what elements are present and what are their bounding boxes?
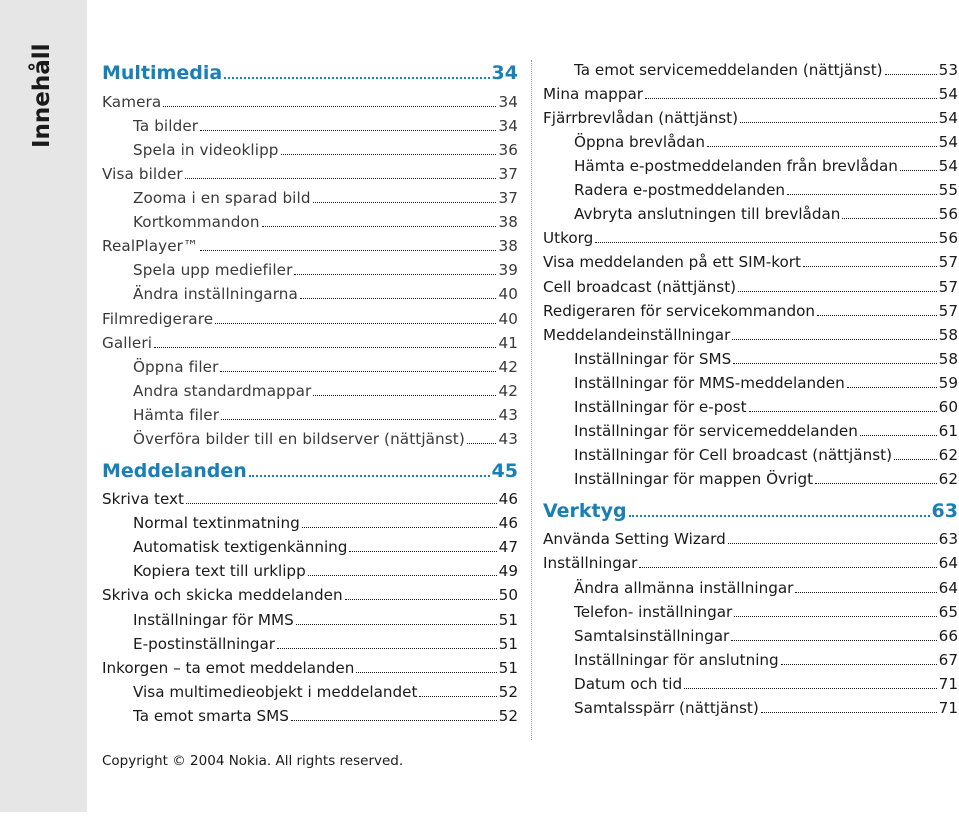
toc-entry[interactable]: [543, 530, 958, 554]
toc-entry[interactable]: [102, 261, 518, 285]
toc-entry-title: Inställningar för Cell broadcast (nättjänst): [574, 446, 892, 465]
toc-dot-leader: [262, 212, 497, 227]
toc-entry-title: Överföra bilder till en bildserver (nättjänst): [133, 429, 465, 448]
toc-dot-leader: [200, 116, 496, 131]
toc-dot-leader: [221, 405, 496, 420]
toc-dot-leader: [294, 261, 496, 276]
toc-dot-leader: [781, 650, 937, 665]
toc-page-number: 42: [498, 381, 518, 400]
toc-dot-leader: [894, 446, 937, 461]
toc-dot-leader: [900, 156, 937, 171]
toc-dot-leader: [795, 578, 936, 593]
toc-entry[interactable]: [543, 674, 958, 698]
toc-dot-leader: [302, 514, 497, 529]
toc-dot-leader: [761, 698, 937, 713]
toc-entry[interactable]: [543, 60, 958, 84]
toc-entry[interactable]: [543, 397, 958, 421]
toc-page-number: 52: [498, 706, 518, 725]
toc-entry-title: Kopiera text till urklipp: [133, 562, 306, 581]
toc-entry[interactable]: [543, 180, 958, 204]
toc-entry[interactable]: [102, 212, 518, 236]
toc-dot-leader: [733, 349, 936, 364]
toc-entry-title: Skriva text: [102, 490, 184, 509]
toc-entry[interactable]: [102, 429, 518, 453]
side-tab: [0, 0, 87, 812]
toc-dot-leader: [345, 586, 497, 601]
toc-dot-leader: [639, 554, 936, 569]
toc-entry[interactable]: [102, 586, 518, 610]
toc-dot-leader: [291, 706, 497, 721]
toc-page-number: 34: [498, 92, 518, 111]
toc-page-number: 38: [498, 213, 518, 232]
toc-page-number: 43: [498, 429, 518, 448]
toc-dot-leader: [707, 132, 937, 147]
toc-page-number: 46: [498, 514, 518, 533]
toc-dot-leader: [467, 429, 497, 444]
toc-entry-title: Visa meddelanden på ett SIM-kort: [543, 253, 801, 272]
toc-page-number: 52: [498, 682, 518, 701]
toc-entry[interactable]: [543, 446, 958, 470]
toc-entry[interactable]: [543, 698, 958, 722]
toc-page-number: 63: [931, 499, 958, 522]
toc-entry-title: Inställningar för MMS-meddelanden: [574, 373, 845, 392]
toc-entry-title: Multimedia: [102, 62, 223, 85]
toc-entry-title: Mina mappar: [543, 84, 644, 103]
toc-entry-title: Ändra allmänna inställningar: [574, 578, 794, 597]
toc-page-number: 71: [938, 674, 958, 693]
toc-right-column: [543, 60, 958, 722]
toc-entry[interactable]: [102, 333, 518, 357]
toc-entry-title: Inställningar för servicemeddelanden: [574, 422, 858, 441]
toc-entry[interactable]: [102, 405, 518, 429]
toc-entry-title: Filmredigerare: [102, 309, 214, 328]
toc-entry-title: Inställningar för e-post: [574, 397, 747, 416]
toc-entry[interactable]: [102, 285, 518, 309]
toc-entry[interactable]: [102, 237, 518, 261]
toc-page-number: 36: [498, 140, 518, 159]
toc-page-number: 54: [938, 157, 958, 176]
toc-dot-leader: [296, 610, 497, 625]
toc-section-heading[interactable]: [543, 498, 958, 530]
toc-dot-leader: [817, 301, 937, 316]
toc-entry-title: RealPlayer™: [102, 237, 199, 256]
toc-entry-title: Redigeraren för servicekommandon: [543, 301, 816, 320]
toc-page-number: 56: [938, 229, 958, 248]
toc-entry[interactable]: [543, 325, 958, 349]
toc-entry[interactable]: [102, 634, 518, 658]
toc-page-number: 56: [938, 205, 958, 224]
toc-page-number: 64: [938, 578, 958, 597]
toc-page-number: 40: [498, 285, 518, 304]
toc-dot-leader: [185, 164, 497, 179]
toc-page-number: 54: [938, 84, 958, 103]
toc-dot-leader: [154, 333, 496, 348]
toc-left-column: [102, 60, 518, 730]
toc-dot-leader: [419, 682, 496, 697]
toc-entry[interactable]: [102, 188, 518, 212]
toc-page-number: 45: [491, 459, 518, 482]
toc-page-number: 59: [938, 373, 958, 392]
toc-entry-title: Meddelanden: [102, 459, 247, 482]
toc-dot-leader: [728, 530, 937, 545]
toc-entry[interactable]: [102, 381, 518, 405]
toc-page-number: 58: [938, 349, 958, 368]
toc-entry-title: Visa multimedieobjekt i meddelandet: [133, 682, 418, 701]
toc-page-number: 41: [498, 333, 518, 352]
column-divider: [531, 60, 532, 740]
toc-entry[interactable]: [543, 277, 958, 301]
toc-entry-title: Inställningar för MMS: [133, 610, 294, 629]
toc-entry-title: Galleri: [102, 333, 153, 352]
toc-page-number: 67: [938, 650, 958, 669]
toc-entry[interactable]: [543, 84, 958, 108]
toc-entry-title: Använda Setting Wizard: [543, 530, 726, 549]
toc-entry-title: Telefon- inställningar: [574, 602, 733, 621]
toc-dot-leader: [277, 634, 497, 649]
toc-page-number: 50: [498, 586, 518, 605]
toc-page-number: 39: [498, 261, 518, 280]
toc-entry-title: Radera e-postmeddelanden: [574, 181, 786, 200]
toc-page-number: 37: [498, 189, 518, 208]
toc-entry-title: Inkorgen – ta emot meddelanden: [102, 658, 355, 677]
toc-page-number: 54: [938, 132, 958, 151]
toc-dot-leader: [281, 140, 497, 155]
toc-dot-leader: [740, 108, 937, 123]
toc-dot-leader: [842, 205, 936, 220]
toc-entry-title: Skriva och skicka meddelanden: [102, 586, 343, 605]
toc-entry-title: Fjärrbrevlådan (nättjänst): [543, 108, 739, 127]
toc-dot-leader: [815, 470, 937, 485]
copyright-footer: Copyright © 2004 Nokia. All rights reserved.: [102, 753, 404, 769]
toc-entry[interactable]: [102, 489, 518, 513]
toc-entry-title: Hämta filer: [133, 405, 220, 424]
toc-entry-title: Normal textinmatning: [133, 514, 300, 533]
toc-dot-leader: [356, 658, 496, 673]
toc-entry[interactable]: [102, 514, 518, 538]
toc-entry[interactable]: [543, 373, 958, 397]
toc-entry[interactable]: [102, 682, 518, 706]
toc-dot-leader: [595, 229, 936, 244]
toc-dot-leader: [163, 92, 496, 107]
toc-page-number: 71: [938, 699, 958, 718]
toc-entry-title: Andra standardmappar: [133, 381, 312, 400]
toc-entry-title: Inställningar för anslutning: [574, 650, 779, 669]
toc-entry-title: Inställningar för mappen Övrigt: [574, 470, 814, 489]
toc-entry-title: Inställningar för SMS: [574, 349, 732, 368]
toc-dot-leader: [803, 253, 937, 268]
toc-dot-leader: [629, 498, 930, 517]
toc-entry[interactable]: [543, 349, 958, 373]
toc-entry-title: Kortkommandon: [133, 213, 260, 232]
toc-entry[interactable]: [102, 164, 518, 188]
toc-dot-leader: [220, 357, 496, 372]
toc-page-number: 62: [938, 446, 958, 465]
toc-entry[interactable]: [102, 309, 518, 333]
toc-page-number: 34: [491, 62, 518, 85]
toc-page-number: 34: [498, 116, 518, 135]
toc-entry-title: Verktyg: [543, 499, 627, 522]
toc-dot-leader: [738, 277, 937, 292]
toc-entry[interactable]: [543, 602, 958, 626]
toc-entry-title: Avbryta anslutningen till brevlådan: [574, 205, 841, 224]
toc-dot-leader: [313, 381, 496, 396]
toc-page-number: 57: [938, 277, 958, 296]
toc-page-number: 51: [498, 634, 518, 653]
toc-page-number: 43: [498, 405, 518, 424]
toc-page-number: 47: [498, 538, 518, 557]
toc-page-number: 46: [498, 490, 518, 509]
toc-entry-title: Ta emot servicemeddelanden (nättjänst): [574, 60, 883, 79]
toc-entry-title: Utkorg: [543, 229, 594, 248]
toc-page-number: 55: [938, 181, 958, 200]
toc-dot-leader: [249, 457, 490, 476]
toc-dot-leader: [313, 188, 497, 203]
toc-entry[interactable]: [543, 470, 958, 494]
toc-dot-leader: [860, 421, 937, 436]
toc-page-number: 37: [498, 164, 518, 183]
toc-entry[interactable]: [543, 156, 958, 180]
toc-entry-title: Spela upp mediefiler: [133, 261, 293, 280]
toc-entry[interactable]: [102, 538, 518, 562]
toc-page-number: 62: [938, 470, 958, 489]
toc-entry[interactable]: [543, 132, 958, 156]
toc-entry-title: Öppna filer: [133, 357, 219, 376]
toc-dot-leader: [215, 309, 496, 324]
toc-entry[interactable]: [102, 562, 518, 586]
toc-page-number: 40: [498, 309, 518, 328]
toc-dot-leader: [200, 237, 496, 252]
toc-entry-title: Kamera: [102, 92, 162, 111]
toc-entry-title: Zooma i en sparad bild: [133, 189, 311, 208]
toc-dot-leader: [349, 538, 496, 553]
toc-entry-title: Ta bilder: [133, 116, 199, 135]
toc-dot-leader: [684, 674, 937, 689]
toc-dot-leader: [732, 325, 936, 340]
toc-page-number: 63: [938, 530, 958, 549]
toc-page-number: 42: [498, 357, 518, 376]
toc-entry[interactable]: [543, 229, 958, 253]
toc-entry-title: Samtalsspärr (nättjänst): [574, 699, 759, 718]
toc-page-number: 65: [938, 602, 958, 621]
toc-section-heading[interactable]: [102, 60, 518, 92]
toc-dot-leader: [787, 180, 937, 195]
side-tab-label: Innehåll: [29, 43, 55, 148]
toc-dot-leader: [885, 60, 937, 75]
toc-entry-title: Spela in videoklipp: [133, 140, 279, 159]
toc-dot-leader: [734, 602, 936, 617]
toc-entry[interactable]: [543, 554, 958, 578]
toc-dot-leader: [186, 489, 497, 504]
toc-entry-title: Meddelandeinställningar: [543, 325, 731, 344]
toc-entry[interactable]: [543, 421, 958, 445]
toc-entry[interactable]: [102, 357, 518, 381]
toc-entry[interactable]: [102, 610, 518, 634]
toc-entry[interactable]: [102, 140, 518, 164]
toc-page-number: 58: [938, 325, 958, 344]
toc-page-number: 49: [498, 562, 518, 581]
toc-page-number: 57: [938, 253, 958, 272]
toc-entry-title: Inställningar: [543, 554, 638, 573]
toc-entry[interactable]: [543, 108, 958, 132]
toc-page-number: 57: [938, 301, 958, 320]
toc-entry-title: Hämta e-postmeddelanden från brevlådan: [574, 157, 898, 176]
toc-page-number: 51: [498, 658, 518, 677]
toc-dot-leader: [731, 626, 936, 641]
toc-page-number: 38: [498, 237, 518, 256]
toc-dot-leader: [749, 397, 937, 412]
toc-section-heading[interactable]: [102, 457, 518, 489]
toc-entry[interactable]: [543, 578, 958, 602]
toc-dot-leader: [300, 285, 497, 300]
toc-entry-title: Samtalsinställningar: [574, 626, 730, 645]
toc-page-number: 53: [938, 60, 958, 79]
toc-dot-leader: [847, 373, 937, 388]
toc-dot-leader: [645, 84, 937, 99]
toc-entry-title: Ändra inställningarna: [133, 285, 298, 304]
toc-page-number: 66: [938, 626, 958, 645]
toc-entry[interactable]: [543, 626, 958, 650]
toc-entry-title: Visa bilder: [102, 164, 183, 183]
toc-entry[interactable]: [102, 116, 518, 140]
toc-entry-title: Automatisk textigenkänning: [133, 538, 348, 557]
toc-entry[interactable]: [543, 253, 958, 277]
toc-page-number: 64: [938, 554, 958, 573]
toc-entry[interactable]: [102, 658, 518, 682]
toc-entry-title: Ta emot smarta SMS: [133, 706, 289, 725]
toc-dot-leader: [224, 60, 489, 79]
toc-page-number: 54: [938, 108, 958, 127]
toc-entry[interactable]: [543, 650, 958, 674]
toc-entry-title: Cell broadcast (nättjänst): [543, 277, 737, 296]
toc-entry-title: Öppna brevlådan: [574, 132, 705, 151]
toc-dot-leader: [308, 562, 497, 577]
toc-entry[interactable]: [102, 706, 518, 730]
toc-page-number: 60: [938, 397, 958, 416]
toc-entry[interactable]: [543, 205, 958, 229]
toc-entry[interactable]: [543, 301, 958, 325]
toc-entry[interactable]: [102, 92, 518, 116]
toc-page-number: 51: [498, 610, 518, 629]
toc-entry-title: E-postinställningar: [133, 634, 275, 653]
toc-page-number: 61: [938, 422, 958, 441]
toc-entry-title: Datum och tid: [574, 674, 683, 693]
